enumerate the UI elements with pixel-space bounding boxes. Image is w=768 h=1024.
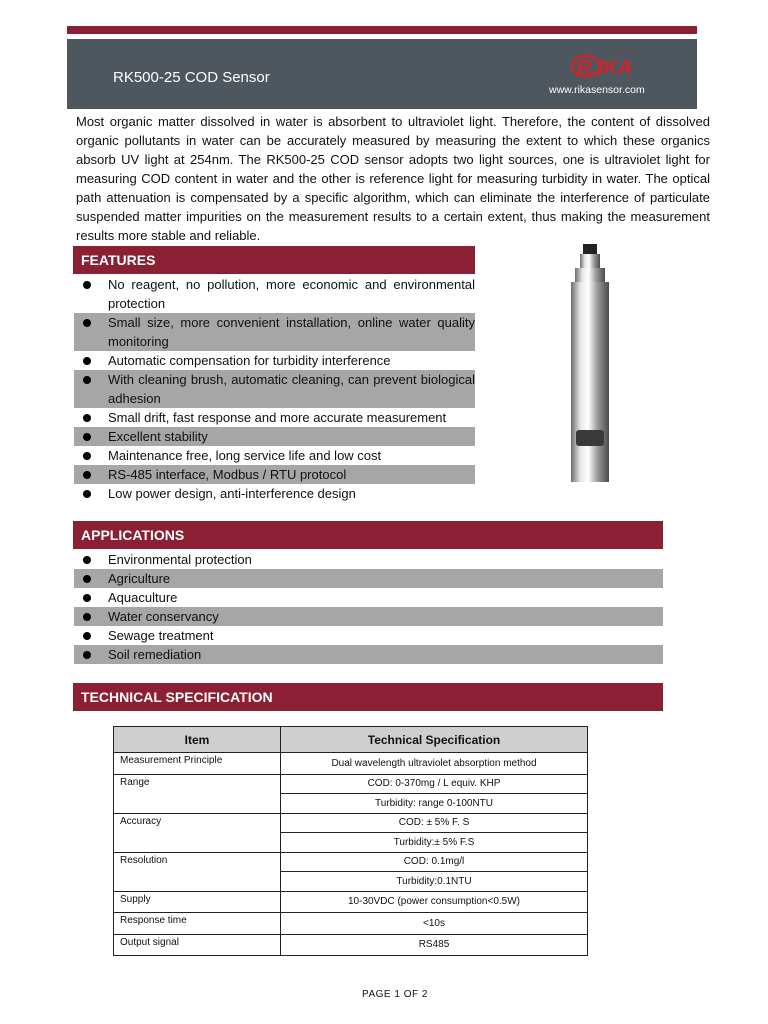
page-number: PAGE 1 OF 2	[362, 989, 428, 1000]
list-item: Aquaculture	[74, 588, 663, 607]
list-item: Low power design, anti-interference design	[74, 484, 475, 503]
table-row: Measurement Principle Dual wavelength ultraviolet absorption method	[114, 753, 588, 775]
bullet-icon	[83, 281, 91, 289]
list-item: Environmental protection	[74, 550, 663, 569]
table-row: Range COD: 0-370mg / L equiv. KHP	[114, 774, 588, 794]
bullet-icon	[83, 376, 91, 384]
table-row: Output signal RS485	[114, 934, 588, 956]
bullet-icon	[83, 471, 91, 479]
list-item: Automatic compensation for turbidity interference	[74, 351, 475, 370]
col-header-spec: Technical Specification	[281, 727, 588, 753]
list-item: Small drift, fast response and more accurate measurement	[74, 408, 475, 427]
bullet-icon	[83, 632, 91, 640]
bullet-icon	[83, 556, 91, 564]
page-title: RK500-25 COD Sensor	[113, 69, 270, 86]
list-item: Water conservancy	[74, 607, 663, 626]
list-item: Excellent stability	[74, 427, 475, 446]
intro-paragraph: Most organic matter dissolved in water is absorbent to ultraviolet light. Therefore, the content of dissolved organic pollutants in water can be accurately measured by measuring the extent to which these organics absorb UV light at 254nm. The RK500-25 COD sensor adopts two light sources, one is ultraviolet light for measuring COD content in water and the other is reference light for measuring turbidity in water. The optical path attenuation is compensated by a specific algorithm, which can eliminate the interference of particulate suspended matter impurities on the measurement results to a certain extent, thus making the measurement results more stable and reliable.	[76, 114, 710, 243]
bullet-icon	[83, 319, 91, 327]
bullet-icon	[83, 414, 91, 422]
bullet-icon	[83, 651, 91, 659]
bullet-icon	[83, 490, 91, 498]
list-item: Small size, more convenient installation, online water quality monitoring	[74, 313, 475, 351]
product-image	[566, 242, 614, 487]
bullet-icon	[83, 433, 91, 441]
table-row: Turbidity: range 0-100NTU	[114, 794, 588, 814]
table-row: Supply 10-30VDC (power consumption<0.5W)	[114, 891, 588, 913]
list-item: RS-485 interface, Modbus / RTU protocol	[74, 465, 475, 484]
table-header-row	[114, 727, 588, 753]
list-item: Agriculture	[74, 569, 663, 588]
rika-logo	[569, 52, 649, 82]
svg-text:IKA: IKA	[598, 57, 633, 79]
svg-text:R: R	[577, 57, 592, 79]
table-row: Response time <10s	[114, 913, 588, 935]
col-header-item: Item	[114, 727, 281, 753]
website-url: www.rikasensor.com	[549, 84, 645, 96]
table-row: Resolution COD: 0.1mg/l	[114, 852, 588, 872]
tech-spec-heading: TECHNICAL SPECIFICATION	[73, 683, 663, 711]
features-heading: FEATURES	[73, 246, 475, 274]
list-item: Maintenance free, long service life and low cost	[74, 446, 475, 465]
spec-table	[113, 726, 588, 956]
list-item: No reagent, no pollution, more economic and environmental protection	[74, 275, 475, 313]
table-row: Turbidity:0.1NTU	[114, 872, 588, 892]
bullet-icon	[83, 357, 91, 365]
list-item: With cleaning brush, automatic cleaning, can prevent biological adhesion	[74, 370, 475, 408]
list-item: Soil remediation	[74, 645, 663, 664]
list-item: Sewage treatment	[74, 626, 663, 645]
bullet-icon	[83, 594, 91, 602]
table-row: Turbidity:± 5% F.S	[114, 833, 588, 853]
bullet-icon	[83, 613, 91, 621]
features-list	[74, 275, 475, 503]
applications-list	[74, 550, 663, 664]
bullet-icon	[83, 575, 91, 583]
table-row: Accuracy COD: ± 5% F. S	[114, 813, 588, 833]
bullet-icon	[83, 452, 91, 460]
header-accent-bar	[67, 26, 697, 34]
applications-heading: APPLICATIONS	[73, 521, 663, 549]
